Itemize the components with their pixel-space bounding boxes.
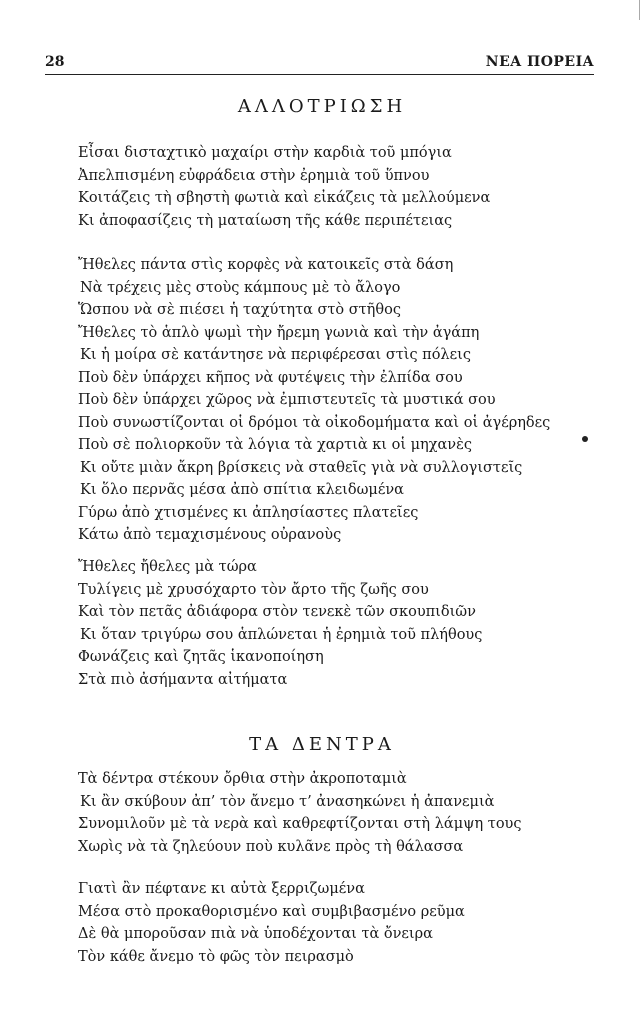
page-number: 28 [45,54,65,70]
verse-line: Τὰ δέντρα στέκουν ὄρθια στὴν ἀκροποταμιὰ [78,771,407,787]
verse-line: Δὲ θὰ μποροῦσαν πιὰ νὰ ὑποδέχονται τὰ ὄνειρα [78,926,433,942]
verse-line: Φωνάζεις καὶ ζητᾶς ἱκανοποίηση [78,649,324,665]
verse-line: Ἤθελες τὸ ἁπλὸ ψωμὶ τὴν ἤρεμη γωνιὰ καὶ τὴν ἀγάπη [78,324,480,341]
verse-line: Κι ἂν σκύβουν ἀπ’ τὸν ἄνεμο τ’ ἀνασηκώνει ἡ ἀπανεμιὰ [80,793,495,810]
verse-line: Ποὺ συνωστίζονται οἱ δρόμοι τὰ οἰκοδομήματα καὶ οἱ ἀγέρηδες [78,414,551,431]
verse-line: Ἀπελπισμένη εὐφράδεια στὴν ἐρημιὰ τοῦ ὕπνου [78,167,430,184]
verse-line: Ποὺ δὲν ὑπάρχει κῆπος νὰ φυτέψεις τὴν ἐλπίδα σου [78,369,463,386]
verse-line: Γύρω ἀπὸ χτισμένες κι ἀπλησίαστες πλατεῖες [78,504,419,521]
verse-line: Κι ὅταν τριγύρω σου ἁπλώνεται ἡ ἐρημιὰ τοῦ πλήθους [80,626,483,643]
stanza [78,768,521,858]
stanza [78,254,550,547]
verse-line: Χωρὶς νὰ τὰ ζηλεύουν ποὺ κυλᾶνε πρὸς τὴ θάλασσα [78,838,464,855]
running-header [45,54,594,75]
verse-line: Ποὺ σὲ πολιορκοῦν τὰ λόγια τὰ χαρτιὰ κι οἱ μηχανὲς [78,437,473,453]
verse-line: Ἤθελες ἤθελες μὰ τώρα [78,559,257,575]
poem-title: ΤΑ ΔΕΝΤΡΑ [249,734,395,755]
verse-line: Κι ὅλο περνᾶς μέσα ἀπὸ σπίτια κλειδωμένα [80,482,404,498]
stanza [78,878,465,968]
verse-line: Τυλίγεις μὲ χρυσόχαρτο τὸν ἄρτο τῆς ζωῆς σου [78,581,429,598]
verse-line: Κι ἡ μοίρα σὲ κατάντησε νὰ περιφέρεσαι στὶς πόλεις [80,347,471,363]
ink-dot [582,436,588,442]
verse-line: Νὰ τρέχεις μὲς στοὺς κάμπους μὲ τὸ ἄλογο [80,279,401,296]
poem-title: ΑΛΛΟΤΡΙΩΣΗ [237,96,407,117]
verse-line: Συνομιλοῦν μὲ τὰ νερὰ καὶ καθρεφτίζονται στὴ λάμψη τους [78,816,522,832]
verse-line: Γιατὶ ἂν πέφτανε κι αὐτὰ ξερριζωμένα [78,881,365,897]
verse-line: Ἤθελες πάντα στὶς κορφὲς νὰ κατοικεῖς στὰ δάση [78,257,454,273]
verse-line: Εἶσαι δισταχτικὸ μαχαίρι στὴν καρδιὰ τοῦ μπόγια [78,145,452,161]
verse-line: Ποὺ δὲν ὑπάρχει χῶρος νὰ ἐμπιστευτεῖς τὰ μυστικά σου [78,392,496,408]
verse-line: Κι οὔτε μιὰν ἄκρη βρίσκεις νὰ σταθεῖς γιὰ νὰ συλλογιστεῖς [80,459,523,476]
verse-line: Καὶ τὸν πετᾶς ἀδιάφορα στὸν τενεκὲ τῶν σκουπιδιῶν [78,604,476,620]
verse-line: Στὰ πιὸ ἀσήμαντα αἰτήματα [78,671,288,688]
scan-mark [639,0,640,20]
stanza [78,556,482,691]
verse-line: Τὸν κάθε ἄνεμο τὸ φῶς τὸν πειρασμὸ [78,948,354,965]
journal-title: ΝΕΑ ΠΟΡΕΙΑ [485,54,594,70]
verse-line: Κοιτάζεις τὴ σβηστὴ φωτιὰ καὶ εἰκάζεις τὰ μελλούμενα [78,190,491,206]
verse-line: Κάτω ἀπὸ τεμαχισμένους οὐρανοὺς [78,527,342,543]
verse-line: Ὥσπου νὰ σὲ πιέσει ἡ ταχύτητα στὸ στῆθος [78,302,401,318]
stanza [78,142,490,232]
verse-line: Κι ἀποφασίζεις τὴ ματαίωση τῆς κάθε περιπέτειας [78,212,453,229]
verse-line: Μέσα στὸ προκαθορισμένο καὶ συμβιβασμένο ρεῦμα [78,903,465,920]
